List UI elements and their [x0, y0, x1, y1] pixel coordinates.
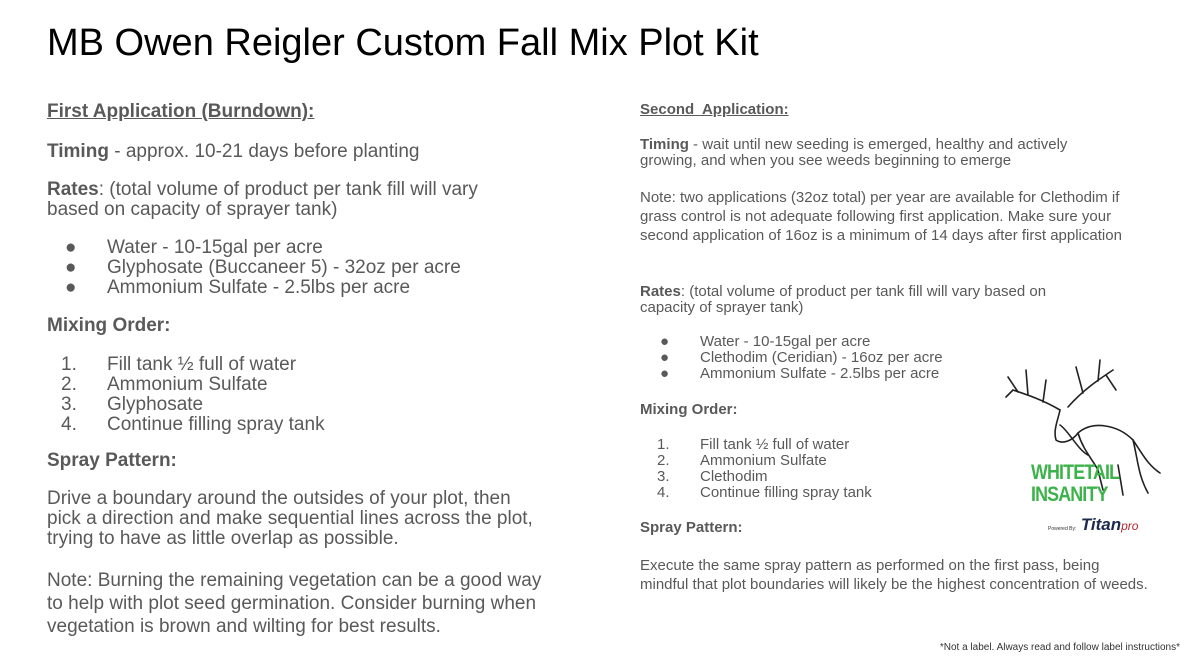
list-item: ● Ammonium Sulfate - 2.5lbs per acre [660, 365, 940, 382]
list-item: 4. Continue filling spray tank [657, 484, 872, 501]
rates-label: Rates [47, 179, 99, 200]
list-item: ● Water - 10-15gal per acre [65, 237, 323, 258]
list-item: 4. Continue filling spray tank [61, 414, 325, 435]
first-mixing-list [47, 355, 325, 435]
logo-line2: INSANITY [1031, 483, 1108, 506]
item-text: Ammonium Sulfate - 2.5lbs per acre [700, 365, 940, 382]
list-item: 2. Ammonium Sulfate [61, 374, 268, 395]
timing-label: Timing [47, 141, 109, 162]
first-spray-heading: Spray Pattern: [47, 450, 177, 471]
list-item: 1. Fill tank ½ full of water [61, 354, 297, 375]
logo-brand-suffix: pro [1121, 519, 1139, 533]
item-text: Water - 10-15gal per acre [700, 333, 871, 350]
list-item: 2. Ammonium Sulfate [657, 452, 827, 469]
second-rates [640, 284, 1100, 316]
timing-label: Timing [640, 136, 689, 153]
item-text: Water - 10-15gal per acre [107, 237, 323, 258]
first-spray-text: Drive a boundary around the outsides of your plot, then pick a direction and make sequential lines across the plot, trying to have as little overlap as possible. [47, 488, 533, 549]
list-item: ● Clethodim (Ceridian) - 16oz per acre [660, 349, 943, 366]
logo-powered: Powered By: [1048, 526, 1077, 532]
list-item: ● Water - 10-15gal per acre [660, 333, 871, 350]
item-text: Continue filling spray tank [700, 484, 872, 501]
item-text: Fill tank ½ full of water [107, 354, 297, 375]
first-rates-list [47, 238, 461, 298]
item-text: Clethodim (Ceridian) - 16oz per acre [700, 349, 943, 366]
second-timing [640, 137, 1120, 169]
timing-text: - wait until new seeding is emerged, healthy and actively growing, and when you see weeds beginning to emerge [640, 136, 1068, 169]
list-item: 3. Clethodim [657, 468, 768, 485]
page-title: MB Owen Reigler Custom Fall Mix Plot Kit [47, 22, 759, 64]
item-text: Continue filling spray tank [107, 414, 325, 435]
list-item: ● Ammonium Sulfate - 2.5lbs per acre [65, 277, 411, 298]
footnote: *Not a label. Always read and follow label instructions* [939, 642, 1180, 653]
whitetail-insanity-logo [998, 355, 1168, 534]
second-application-heading: Second Application: [640, 101, 789, 118]
item-text: Ammonium Sulfate [700, 452, 827, 469]
first-timing [47, 142, 587, 162]
list-item: ● Glyphosate (Buccaneer 5) - 32oz per acre [65, 257, 461, 278]
second-note-text: Note: two applications (32oz total) per year are available for Clethodim if grass control is not adequate following first application. Make sure your second application of 16oz is a minimum of 14 days after first application [640, 189, 1122, 244]
first-note-text: Note: Burning the remaining vegetation can be a good way to help with plot seed germination. Consider burning when vegetation is brown and wilting for best results. [47, 570, 542, 637]
item-text: Fill tank ½ full of water [700, 436, 850, 453]
timing-text: - approx. 10-21 days before planting [108, 141, 420, 162]
item-text: Ammonium Sulfate - 2.5lbs per acre [107, 277, 411, 298]
logo-brand: Titan [1080, 515, 1122, 534]
list-item: 1. Fill tank ½ full of water [657, 436, 850, 453]
rates-label: Rates [640, 283, 681, 300]
item-text: Ammonium Sulfate [107, 374, 268, 395]
second-spray-text: Execute the same spray pattern as performed on the first pass, being mindful that plot boundaries will likely be the highest concentration of weeds. [640, 557, 1148, 593]
logo-line1: WHITETAIL [1031, 461, 1120, 484]
first-mixing-heading: Mixing Order: [47, 315, 171, 336]
first-application-heading: First Application (Burndown): [47, 101, 315, 122]
list-item: 3. Glyphosate [61, 394, 204, 415]
second-mixing-heading: Mixing Order: [640, 401, 738, 418]
rates-text: : (total volume of product per tank fill will vary based on capacity of sprayer tank) [47, 179, 478, 220]
item-text: Glyphosate (Buccaneer 5) - 32oz per acre [107, 257, 461, 278]
second-rates-list [640, 334, 943, 382]
item-text: Clethodim [700, 468, 768, 485]
first-rates [47, 180, 517, 220]
item-text: Glyphosate [107, 394, 204, 415]
second-mixing-list [640, 437, 872, 501]
second-spray-heading: Spray Pattern: [640, 519, 743, 536]
rates-text: : (total volume of product per tank fill will vary based on capacity of sprayer tank) [640, 283, 1047, 316]
